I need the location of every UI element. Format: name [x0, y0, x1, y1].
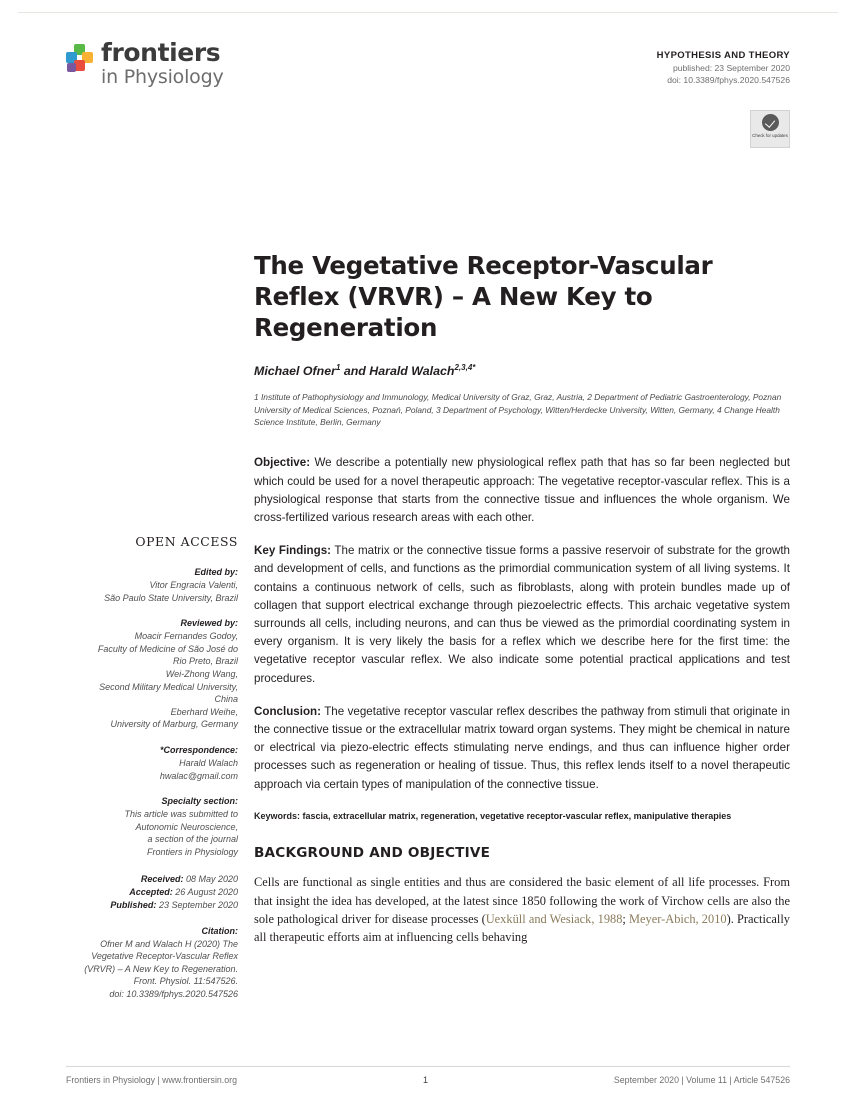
- sidebar: [66, 534, 238, 1014]
- reviewer-line: Eberhard Weihe,: [170, 706, 238, 717]
- specialty-line: This article was submitted to: [124, 809, 238, 820]
- abstract-objective: [254, 454, 790, 527]
- reviewed-by-group: [66, 618, 238, 731]
- reviewer-line: Wei-Zhong Wang,: [165, 668, 238, 679]
- page-footer: [66, 1066, 790, 1085]
- accepted-label: Accepted:: [129, 886, 173, 897]
- specialty-line: Frontiers in Physiology: [146, 846, 238, 857]
- reviewer-line: Second Military Medical University,: [99, 681, 238, 692]
- citation-line: Vegetative Receptor-Vascular Reflex: [91, 951, 238, 962]
- edited-by-label: Edited by:: [194, 567, 238, 577]
- frontiers-logo-icon: [66, 44, 94, 74]
- abstract-conclusion: [254, 703, 790, 794]
- keywords: Keywords: fascia, extracellular matrix, regeneration, vegetative receptor-vascular reflex, manipulative therapies: [254, 810, 732, 821]
- page-title: The Vegetative Receptor-Vascular Reflex (VRVR) – A New Key to Regeneration: [254, 251, 713, 342]
- citation-line: Front. Physiol. 11:547526.: [133, 976, 238, 987]
- article-type: HYPOTHESIS AND THEORY: [656, 50, 790, 61]
- correspondence-email[interactable]: hwalac@gmail.com: [159, 770, 238, 781]
- specialty-line: a section of the journal: [147, 834, 238, 845]
- received-date: [66, 873, 238, 886]
- logo-primary-text: frontiers: [101, 38, 221, 67]
- footer-left[interactable]: Frontiers in Physiology | www.frontiersin.org: [66, 1075, 237, 1085]
- abstract-objective-label: Objective:: [254, 456, 311, 470]
- citation-link[interactable]: Meyer-Abich, 2010: [629, 912, 727, 926]
- accepted-value: 26 August 2020: [172, 886, 238, 897]
- authors-joiner[interactable]: and Harald Walach: [340, 364, 455, 379]
- correspondence-name: Harald Walach: [179, 757, 238, 768]
- article-main: [254, 250, 790, 959]
- abstract-key-findings-label: Key Findings:: [254, 544, 332, 558]
- editor-name: Vitor Engracia Valenti,: [149, 580, 238, 590]
- body-text-part-3: ). Practically all therapeutic efforts aim at influencing cells behaving: [254, 912, 790, 945]
- abstract-conclusion-text: The vegetative receptor vascular reflex describes the pathway from stimuli that originate in the connective tissue or the extracellular matrix toward organ systems. They might be chemical in nature or electrical via piezo-electric effects stimulating nerve endings, and thus can influence higher order processes such as regeneration or healing of tissue. Thus, this reflex lends itself to a novel therapeutic approach via certain types of manipulation of the connective tissue.: [254, 704, 790, 791]
- body-text-part-2: ;: [622, 912, 630, 926]
- doi-line[interactable]: doi: 10.3389/fphys.2020.547526: [667, 75, 790, 85]
- section-heading-background: BACKGROUND AND OBJECTIVE: [254, 844, 491, 861]
- citation-group: [66, 926, 238, 1001]
- citation-link[interactable]: Uexküll and Wesiack, 1988: [485, 912, 623, 926]
- reviewer-line: China: [214, 694, 238, 705]
- author-list: [254, 363, 790, 378]
- specialty-line: Autonomic Neuroscience,: [135, 821, 238, 832]
- check-for-updates-badge[interactable]: [750, 110, 790, 148]
- journal-logo[interactable]: [66, 40, 224, 87]
- abstract-key-findings: [254, 542, 790, 688]
- published-label: Published:: [110, 899, 157, 910]
- edited-by-group: [66, 567, 238, 604]
- author-1-affil-marker: 1: [335, 363, 341, 372]
- reviewer-line: Rio Preto, Brazil: [172, 656, 238, 667]
- specialty-section-group: [66, 796, 238, 858]
- author-2-affil-marker: 2,3,4*: [454, 363, 476, 372]
- reviewer-line: Moacir Fernandes Godoy,: [134, 631, 238, 642]
- header-meta: [657, 50, 790, 85]
- abstract-objective-text: We describe a potentially new physiological reflex path that has so far been neglected but which could be used for a novel therapeutic approach: The vegetative receptor-vascular reflex. This is a physiological response that starts from the connective tissue and influences the whole organism. We cross-fertilized various research areas with each other.: [254, 456, 790, 524]
- published-date-sidebar: [66, 899, 238, 912]
- received-value: 08 May 2020: [183, 873, 238, 884]
- body-paragraph-1: [254, 873, 790, 947]
- correspondence-group: [66, 745, 238, 782]
- reviewer-line: University of Marburg, Germany: [110, 719, 238, 730]
- editor-affiliation: São Paulo State University, Brazil: [104, 592, 238, 603]
- citation-line: (VRVR) – A New Key to Regeneration.: [84, 963, 238, 974]
- page-number: 1: [422, 1075, 428, 1085]
- accepted-date: [66, 886, 238, 899]
- open-access-label: OPEN ACCESS: [135, 534, 238, 549]
- citation-doi[interactable]: doi: 10.3389/fphys.2020.547526: [109, 988, 238, 999]
- published-date: published: 23 September 2020: [672, 63, 790, 73]
- affiliations: 1 Institute of Pathophysiology and Immunology, Medical University of Graz, Graz, Austria, 2 Department of Pediatric Gastroenterology, Poznan University of Medical Sciences, Poznań, Poland, 3 Department of Psychology, Witten/Herdecke University, Witten, Germany, 4 Change Health Science Institute, Berlin, Germany: [254, 392, 782, 427]
- crossmark-label: Check for updates: [752, 133, 788, 138]
- reviewer-line: Faculty of Medicine of São José do: [97, 643, 238, 654]
- specialty-section-label: Specialty section:: [161, 796, 238, 807]
- dates-group: [66, 873, 238, 912]
- received-label: Received:: [140, 873, 184, 884]
- checkmark-icon: [762, 114, 779, 131]
- abstract-conclusion-label: Conclusion:: [254, 704, 321, 718]
- page-header: [66, 40, 790, 100]
- logo-secondary-text: in Physiology: [101, 66, 224, 88]
- correspondence-label: *Correspondence:: [159, 744, 238, 755]
- citation-label: Citation:: [201, 925, 238, 936]
- published-value: 23 September 2020: [156, 899, 238, 910]
- abstract-key-findings-text: The matrix or the connective tissue forms a passive reservoir of substrate for the growth and development of cells, and functions as the primordial communication system of all living systems. It contains a continuous network of cells, such as fibroblasts, along with protein bundles made up of collagen that support electrical exchange through piezoelectric effects. This archaic vegetative system surrounds all cells, including neurons, and can thus be viewed as the primordial coordinating system in every organism. It is very likely the basis for a reflex which we describe here for the first time: the vegetative receptor vascular reflex. We also indicate some potential practical applications and test procedures.: [254, 544, 790, 685]
- citation-line: Ofner M and Walach H (2020) The: [100, 938, 238, 949]
- reviewed-by-label: Reviewed by:: [180, 618, 238, 629]
- author-1[interactable]: Michael Ofner: [254, 364, 336, 379]
- footer-right: September 2020 | Volume 11 | Article 547526: [613, 1075, 790, 1085]
- body-text-part-1: Cells are functional as single entities and thus are considered the basic element of all life processes. From that insight the idea has developed, at the latest since 1850 following the work of Virchow cells are also the sole pathological driver for disease processes (: [254, 875, 790, 926]
